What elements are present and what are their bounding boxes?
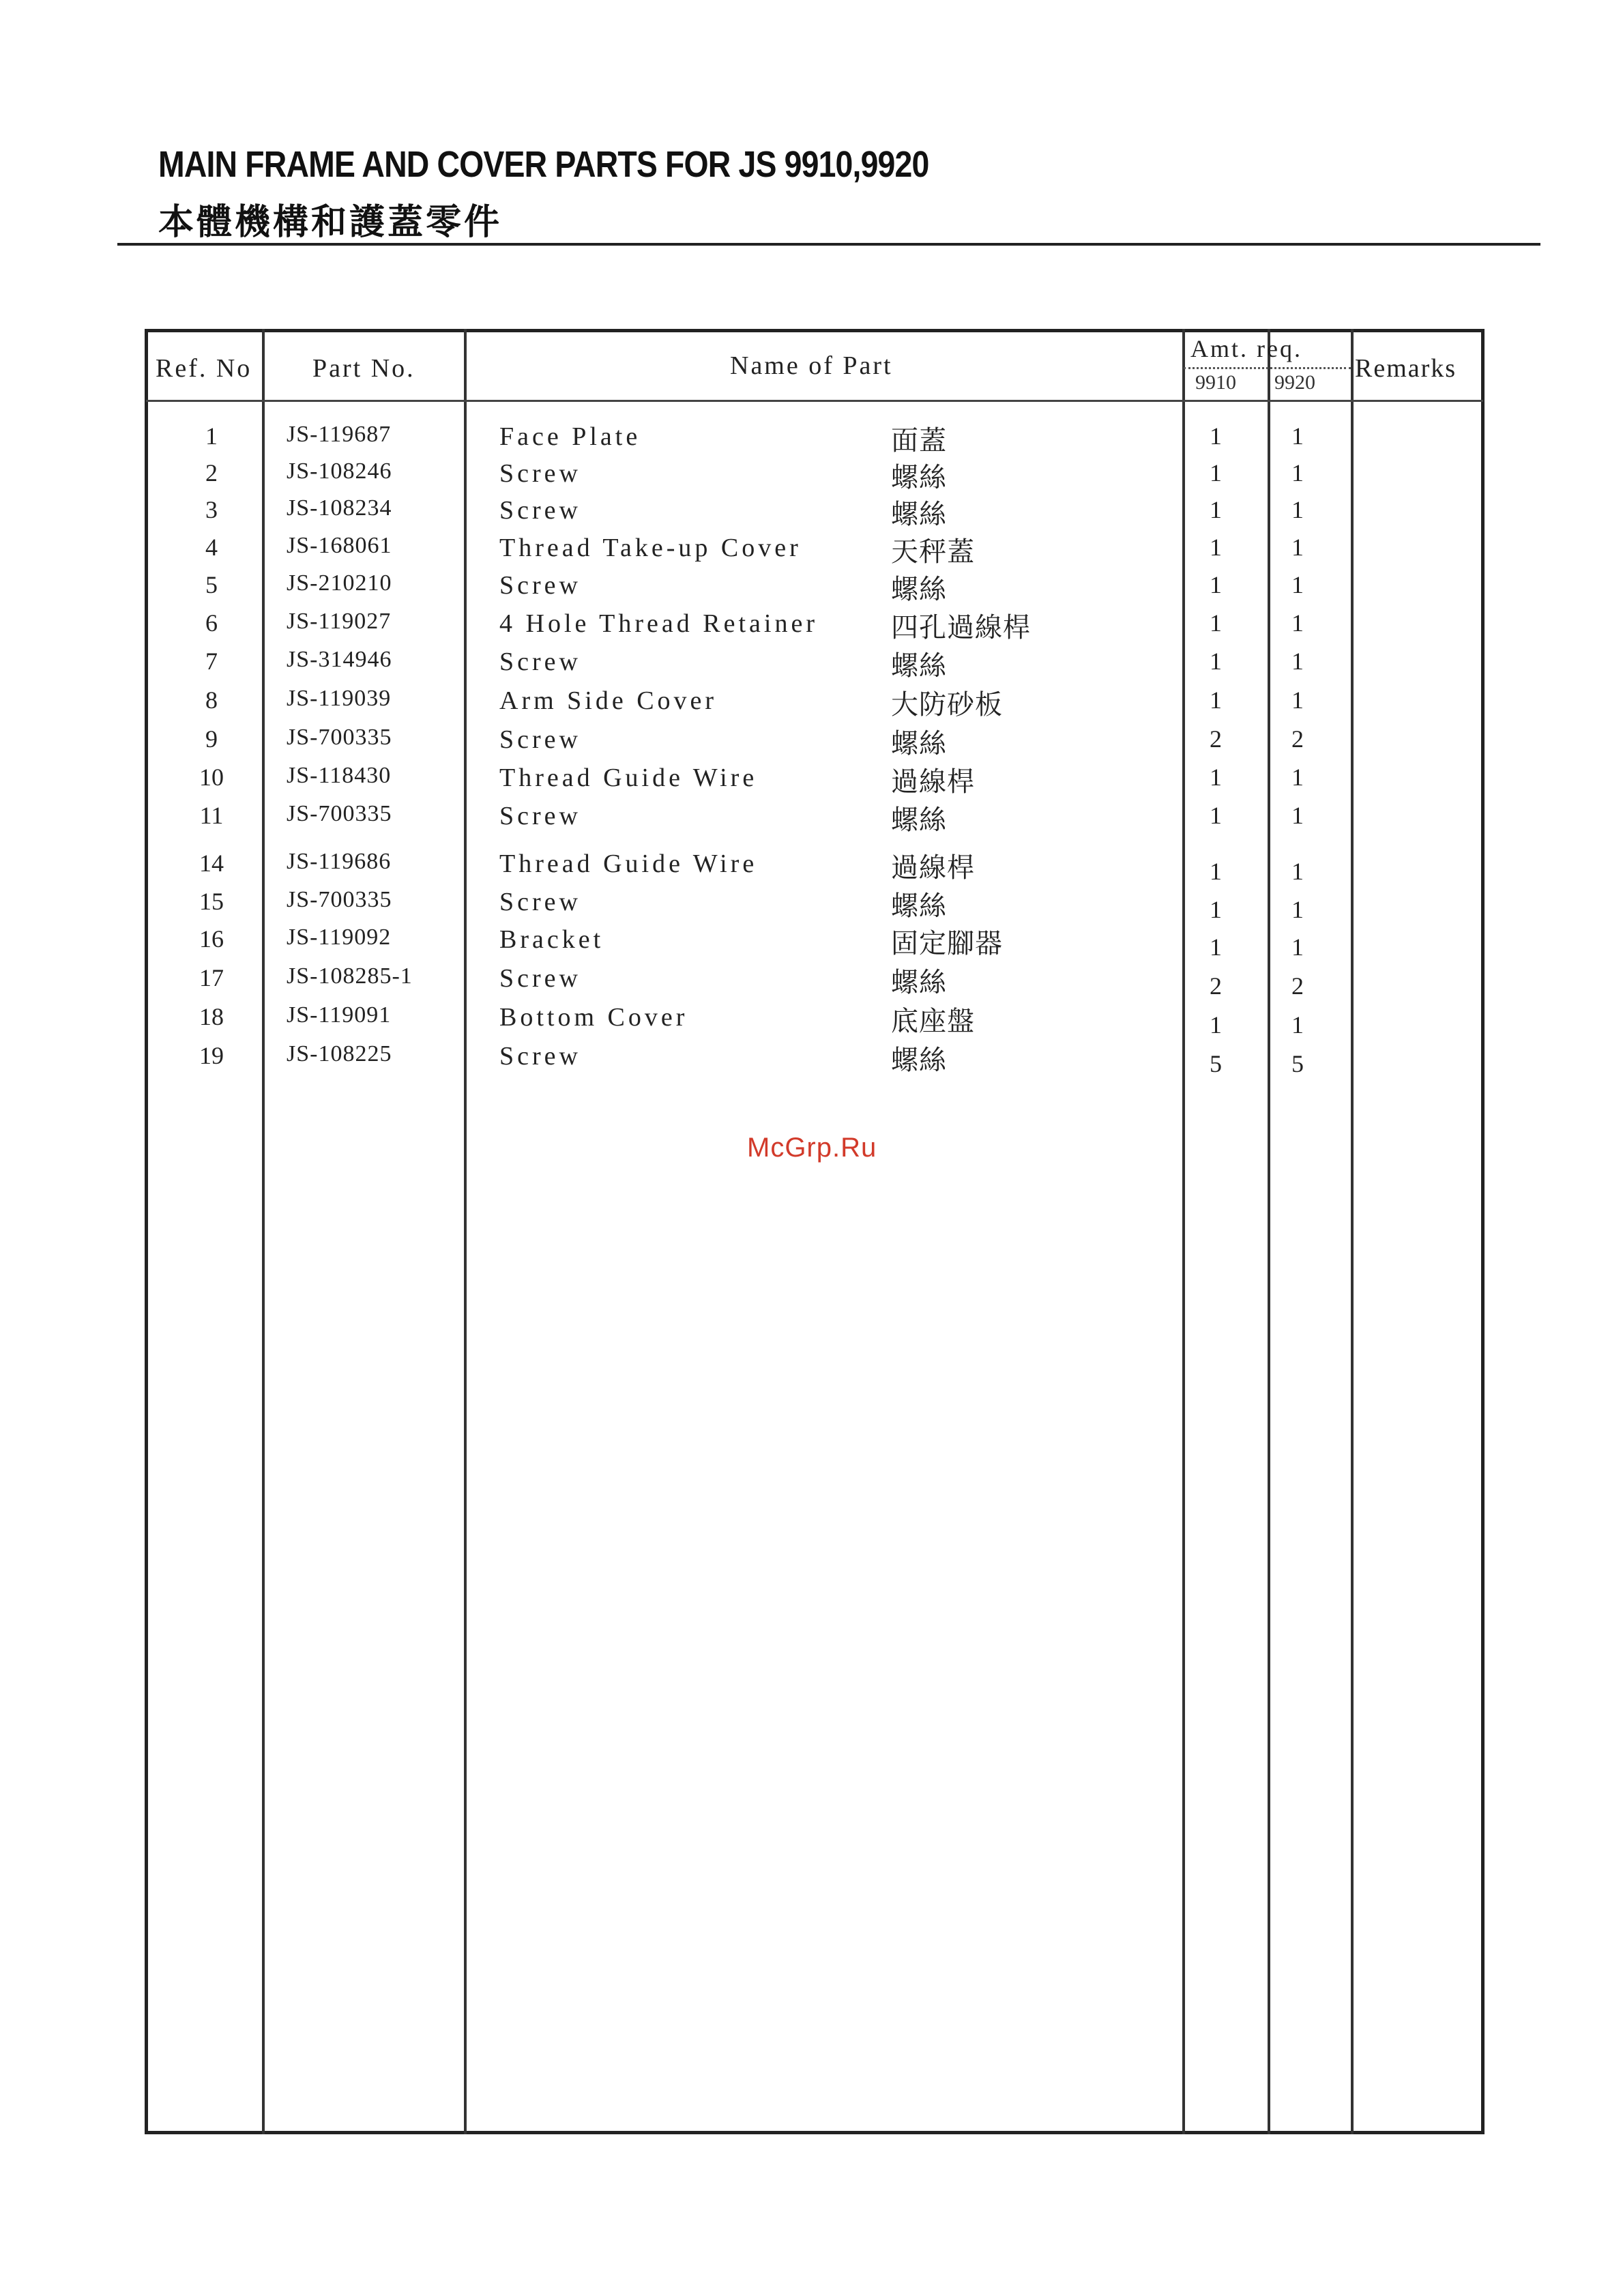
row-qty-9920: 1 — [1291, 648, 1304, 675]
row-qty-9910: 1 — [1210, 571, 1222, 598]
row-ref-number: 9 — [205, 725, 218, 753]
row-ref-number: 7 — [205, 648, 218, 675]
row-qty-9910: 1 — [1210, 686, 1222, 714]
row-qty-9920: 5 — [1291, 1050, 1304, 1077]
header-model-9910: 9910 — [1195, 371, 1236, 394]
row-part-name-chinese: 螺絲 — [891, 650, 947, 682]
row-part-name-chinese: 面蓋 — [891, 425, 947, 456]
row-ref-number: 15 — [199, 888, 224, 915]
row-qty-9910: 1 — [1210, 422, 1222, 450]
row-part-number: JS-119039 — [287, 686, 392, 711]
column-divider-part — [464, 329, 467, 2134]
header-divider — [146, 400, 1483, 402]
row-part-number: JS-210210 — [287, 570, 392, 596]
row-qty-9920: 1 — [1291, 933, 1304, 961]
row-part-name-chinese: 天秤蓋 — [891, 536, 975, 568]
row-part-name: Face Plate — [499, 422, 641, 451]
row-ref-number: 17 — [199, 964, 224, 991]
row-ref-number: 18 — [199, 1003, 224, 1030]
row-qty-9920: 1 — [1291, 496, 1304, 523]
row-qty-9920: 1 — [1291, 609, 1304, 637]
row-part-name-chinese: 螺絲 — [891, 890, 947, 922]
row-part-name: Arm Side Cover — [499, 686, 718, 715]
row-qty-9920: 1 — [1291, 764, 1304, 791]
row-part-name: Thread Take-up Cover — [499, 534, 802, 562]
row-part-number: JS-108225 — [287, 1041, 392, 1066]
row-part-name-chinese: 螺絲 — [891, 804, 947, 836]
row-part-name-chinese: 螺絲 — [891, 728, 947, 759]
row-part-number: JS-700335 — [287, 887, 392, 912]
row-qty-9910: 1 — [1210, 609, 1222, 637]
row-qty-9910: 2 — [1210, 725, 1222, 753]
row-part-name: Screw — [499, 459, 581, 488]
row-qty-9910: 2 — [1210, 972, 1222, 1000]
column-divider-qty — [1268, 329, 1270, 2134]
row-qty-9910: 1 — [1210, 459, 1222, 486]
row-qty-9920: 1 — [1291, 858, 1304, 885]
row-qty-9910: 5 — [1210, 1050, 1222, 1077]
row-ref-number: 4 — [205, 534, 218, 561]
row-part-name: Thread Guide Wire — [499, 764, 758, 792]
header-amount: Amt. req. — [1190, 335, 1302, 362]
row-qty-9920: 1 — [1291, 422, 1304, 450]
row-ref-number: 5 — [205, 571, 218, 598]
row-ref-number: 16 — [199, 925, 224, 953]
row-qty-9920: 1 — [1291, 686, 1304, 714]
row-part-name-chinese: 過線桿 — [891, 852, 975, 884]
row-part-name: Screw — [499, 648, 581, 676]
row-part-name: Thread Guide Wire — [499, 849, 758, 878]
row-part-name-chinese: 螺絲 — [891, 967, 947, 998]
row-part-name-chinese: 過線桿 — [891, 766, 975, 798]
watermark: McGrp.Ru — [747, 1133, 877, 1163]
row-ref-number: 19 — [199, 1042, 224, 1069]
row-part-name-chinese: 固定腳器 — [891, 928, 1003, 959]
column-divider-ref — [262, 329, 265, 2134]
row-part-name: Screw — [499, 496, 581, 525]
row-part-name-chinese: 四孔過線桿 — [891, 612, 1031, 643]
row-part-number: JS-119027 — [287, 609, 392, 634]
row-part-number: JS-700335 — [287, 801, 392, 826]
row-qty-9920: 1 — [1291, 534, 1304, 561]
row-ref-number: 8 — [205, 686, 218, 714]
row-part-number: JS-314946 — [287, 647, 392, 672]
row-qty-9920: 1 — [1291, 1011, 1304, 1038]
row-part-name: Screw — [499, 964, 581, 993]
row-part-number: JS-700335 — [287, 725, 392, 750]
amount-subheader-divider — [1184, 367, 1351, 369]
row-part-name-chinese: 螺絲 — [891, 1045, 947, 1076]
row-ref-number: 6 — [205, 609, 218, 637]
row-part-name: 4 Hole Thread Retainer — [499, 609, 818, 638]
row-qty-9910: 1 — [1210, 1011, 1222, 1038]
row-qty-9920: 2 — [1291, 972, 1304, 1000]
row-part-name: Screw — [499, 1042, 581, 1071]
row-qty-9920: 1 — [1291, 459, 1304, 486]
page-title-chinese: 本體機構和護蓋零件 — [158, 202, 503, 243]
row-qty-9910: 1 — [1210, 858, 1222, 885]
row-part-number: JS-118430 — [287, 763, 392, 788]
row-qty-9920: 1 — [1291, 802, 1304, 829]
row-part-name: Bottom Cover — [499, 1003, 688, 1032]
row-ref-number: 10 — [199, 764, 224, 791]
row-ref-number: 14 — [199, 849, 224, 877]
row-qty-9910: 1 — [1210, 896, 1222, 923]
row-part-number: JS-168061 — [287, 533, 392, 558]
row-part-name: Screw — [499, 725, 581, 754]
row-part-number: JS-119687 — [287, 422, 392, 447]
row-qty-9910: 1 — [1210, 648, 1222, 675]
row-part-name: Screw — [499, 571, 581, 600]
row-qty-9920: 1 — [1291, 896, 1304, 923]
row-part-number: JS-108285-1 — [287, 963, 413, 989]
header-remarks: Remarks — [1355, 354, 1457, 383]
row-part-number: JS-119686 — [287, 849, 392, 874]
row-part-name: Bracket — [499, 925, 604, 954]
header-part: Part No. — [312, 354, 415, 383]
row-ref-number: 2 — [205, 459, 218, 486]
column-divider-remarks — [1351, 329, 1354, 2134]
row-ref-number: 11 — [199, 802, 224, 829]
row-ref-number: 1 — [205, 422, 218, 450]
row-qty-9910: 1 — [1210, 933, 1222, 961]
row-part-name-chinese: 底座盤 — [891, 1006, 975, 1037]
row-part-name: Screw — [499, 802, 581, 830]
row-qty-9910: 1 — [1210, 496, 1222, 523]
row-qty-9920: 2 — [1291, 725, 1304, 753]
row-part-name-chinese: 螺絲 — [891, 499, 947, 530]
header-ref: Ref. No — [156, 354, 252, 383]
parts-table — [145, 329, 1485, 2134]
row-qty-9910: 1 — [1210, 802, 1222, 829]
header-model-9920: 9920 — [1274, 371, 1315, 394]
row-qty-9910: 1 — [1210, 764, 1222, 791]
row-part-number: JS-119092 — [287, 925, 392, 950]
row-part-name-chinese: 螺絲 — [891, 462, 947, 493]
row-part-name-chinese: 螺絲 — [891, 574, 947, 605]
header-name: Name of Part — [730, 351, 893, 380]
row-qty-9910: 1 — [1210, 534, 1222, 561]
row-qty-9920: 1 — [1291, 571, 1304, 598]
row-part-name-chinese: 大防砂板 — [891, 689, 1003, 721]
title-divider — [117, 243, 1540, 246]
row-part-number: JS-108246 — [287, 459, 392, 484]
row-part-number: JS-108234 — [287, 495, 392, 521]
page-title-english: MAIN FRAME AND COVER PARTS FOR JS 9910,9920 — [158, 144, 929, 185]
column-divider-name — [1182, 329, 1185, 2134]
row-part-number: JS-119091 — [287, 1002, 392, 1028]
row-ref-number: 3 — [205, 496, 218, 523]
row-part-name: Screw — [499, 888, 581, 916]
